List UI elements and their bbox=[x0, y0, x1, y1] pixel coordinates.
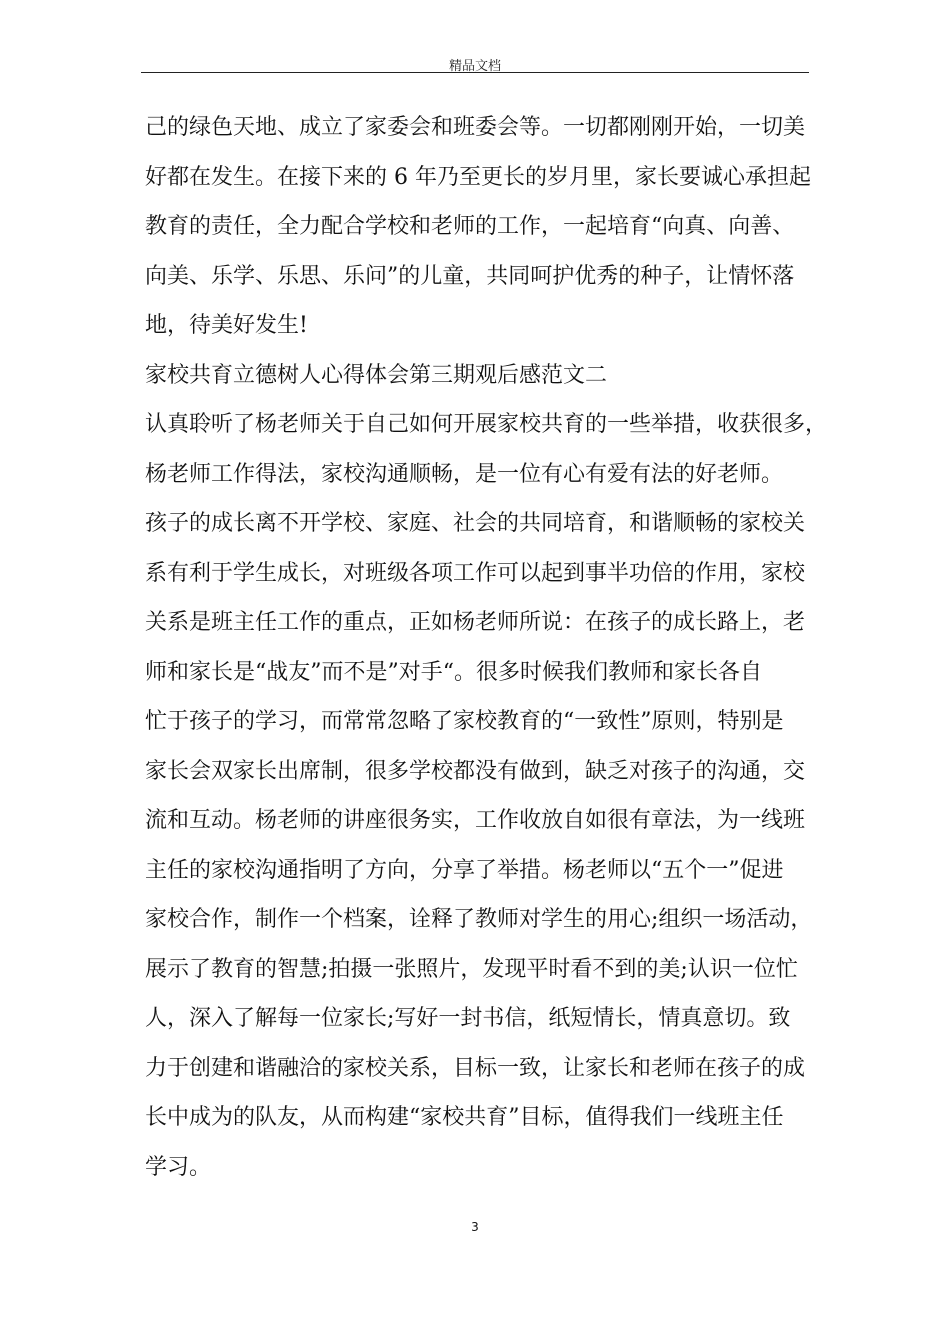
paragraph-line: 主任的家校沟通指明了方向，分享了举措。杨老师以“五个一”促进 bbox=[145, 857, 784, 883]
paragraph-line: 杨老师工作得法，家校沟通顺畅，是一位有心有爱有法的好老师。 bbox=[145, 461, 784, 487]
paragraph-line: 家校合作，制作一个档案，诠释了教师对学生的用心;组织一场活动， bbox=[145, 907, 813, 932]
paragraph-line: 认真聆听了杨老师关于自己如何开展家校共育的一些举措，收获很多， bbox=[145, 412, 828, 437]
paragraph-line: 师和家长是“战友”而不是”对手“。很多时候我们教师和家长各自 bbox=[145, 659, 762, 685]
paragraph-line: 忙于孩子的学习，而常常忽略了家校教育的“一致性”原则，特别是 bbox=[145, 709, 784, 734]
document-body bbox=[145, 103, 828, 1192]
paragraph-line: 己的绿色天地、成立了家委会和班委会等。一切都刚刚开始，一切美 bbox=[145, 115, 806, 140]
page-header-title: 精品文档 bbox=[448, 59, 501, 74]
paragraph-line: 好都在发生。在接下来的 6 年乃至更长的岁月里，家长要诚心承担起 bbox=[145, 164, 811, 190]
page-number: 3 bbox=[471, 1220, 479, 1234]
paragraph-line: 家长会双家长出席制，很多学校都没有做到，缺乏对孩子的沟通，交 bbox=[145, 758, 806, 784]
paragraph-line: 长中成为的队友，从而构建“家校共育”目标，值得我们一线班主任 bbox=[145, 1105, 784, 1130]
paragraph-line: 教育的责任，全力配合学校和老师的工作，一起培育“向真、向善、 bbox=[145, 214, 795, 239]
paragraph-line: 向美、乐学、乐思、乐问”的儿童，共同呵护优秀的种子，让情怀落 bbox=[145, 263, 795, 289]
paragraph-line: 力于创建和谐融洽的家校关系，目标一致，让家长和老师在孩子的成 bbox=[145, 1055, 806, 1081]
paragraph-line: 展示了教育的智慧;拍摄一张照片，发现平时看不到的美;认识一位忙 bbox=[145, 956, 798, 982]
header-divider bbox=[141, 72, 809, 73]
paragraph-line: 系有利于学生成长，对班级各项工作可以起到事半功倍的作用，家校 bbox=[145, 560, 806, 586]
paragraph-line: 孩子的成长离不开学校、家庭、社会的共同培育，和谐顺畅的家校关 bbox=[145, 511, 806, 536]
section-heading: 家校共育立德树人心得体会第三期观后感范文二 bbox=[145, 362, 608, 388]
paragraph-line: 人，深入了解每一位家长;写好一封书信，纸短情长，情真意切。致 bbox=[145, 1006, 791, 1031]
paragraph-line: 学习。 bbox=[145, 1154, 212, 1180]
paragraph-line: 流和互动。杨老师的讲座很务实，工作收放自如很有章法，为一线班 bbox=[145, 808, 806, 833]
paragraph-line: 地，待美好发生! bbox=[145, 313, 308, 338]
paragraph-line: 关系是班主任工作的重点，正如杨老师所说：在孩子的成长路上，老 bbox=[145, 610, 806, 635]
